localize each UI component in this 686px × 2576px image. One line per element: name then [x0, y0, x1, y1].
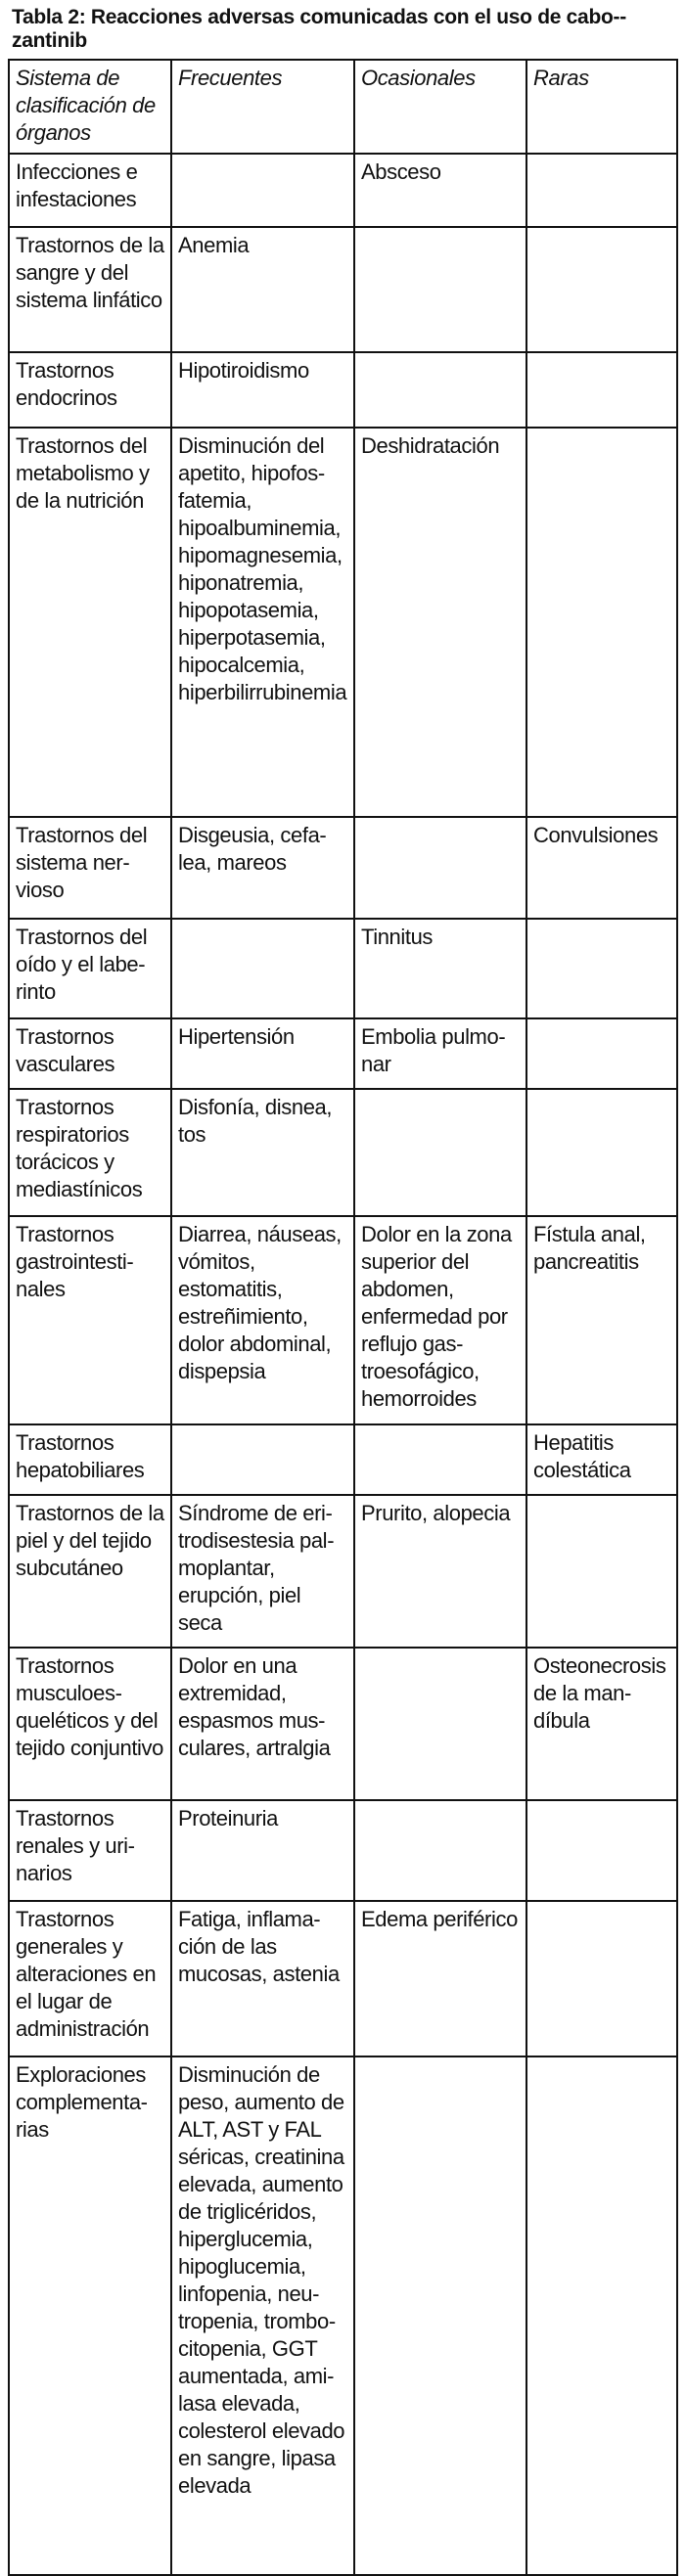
cell-frecuentes: Disfonía, disnea, tos — [171, 1089, 354, 1216]
header-organ-system: Sistema de clasificación de órganos — [9, 60, 171, 154]
table-row — [9, 1216, 677, 1424]
cell-organ: Trastornos del metabolismo y de la nutrición — [9, 428, 171, 817]
table-row — [9, 1800, 677, 1901]
cell-ocasionales — [354, 227, 526, 352]
table-row — [9, 154, 677, 227]
table-row — [9, 1648, 677, 1800]
cell-frecuentes: Dolor en una extremidad, espasmos musculares, artralgia — [171, 1648, 354, 1800]
cell-raras — [526, 919, 677, 1018]
cell-frecuentes: Hipotiroidismo — [171, 352, 354, 428]
cell-frecuentes: Proteinuria — [171, 1800, 354, 1901]
cell-ocasionales: Absceso — [354, 154, 526, 227]
table-row — [9, 1018, 677, 1089]
cell-frecuentes: Síndrome de eritrodisestesia palmoplantar, erupción, piel seca — [171, 1495, 354, 1648]
cell-ocasionales — [354, 1089, 526, 1216]
cell-raras — [526, 1495, 677, 1648]
table-row — [9, 1495, 677, 1648]
cell-ocasionales — [354, 1424, 526, 1495]
cell-frecuentes: Hipertensión — [171, 1018, 354, 1089]
table-row — [9, 227, 677, 352]
adverse-reactions-table — [8, 59, 678, 2576]
table-row — [9, 919, 677, 1018]
cell-raras — [526, 1800, 677, 1901]
cell-ocasionales: Prurito, alopecia — [354, 1495, 526, 1648]
cell-frecuentes — [171, 1424, 354, 1495]
cell-raras — [526, 2056, 677, 2575]
cell-raras: Convulsiones — [526, 817, 677, 919]
cell-frecuentes — [171, 154, 354, 227]
cell-frecuentes: Anemia — [171, 227, 354, 352]
cell-organ: Trastornos renales y urinarios — [9, 1800, 171, 1901]
cell-ocasionales — [354, 352, 526, 428]
cell-organ: Trastornos vasculares — [9, 1018, 171, 1089]
cell-raras — [526, 1018, 677, 1089]
cell-ocasionales: Embolia pulmonar — [354, 1018, 526, 1089]
header-frecuentes: Frecuentes — [171, 60, 354, 154]
cell-organ: Trastornos generales y alteraciones en el lugar de administración — [9, 1901, 171, 2056]
cell-organ: Exploraciones complementarias — [9, 2056, 171, 2575]
cell-organ: Trastornos gastrointestinales — [9, 1216, 171, 1424]
cell-organ: Trastornos endocrinos — [9, 352, 171, 428]
cell-organ: Trastornos respiratorios torácicos y mediastínicos — [9, 1089, 171, 1216]
cell-ocasionales — [354, 2056, 526, 2575]
cell-organ: Trastornos de la sangre y del sistema linfático — [9, 227, 171, 352]
table-row — [9, 1901, 677, 2056]
cell-ocasionales — [354, 1648, 526, 1800]
cell-frecuentes: Disgeusia, cefalea, mareos — [171, 817, 354, 919]
cell-raras — [526, 154, 677, 227]
cell-frecuentes: Fatiga, inflamación de las mucosas, astenia — [171, 1901, 354, 2056]
cell-raras — [526, 352, 677, 428]
cell-organ: Trastornos musculoesqueléticos y del tejido conjuntivo — [9, 1648, 171, 1800]
cell-raras — [526, 227, 677, 352]
cell-frecuentes: Diarrea, náuseas, vómitos, estomatitis, estreñimiento, dolor abdominal, dispepsia — [171, 1216, 354, 1424]
cell-organ: Infecciones e infestaciones — [9, 154, 171, 227]
cell-raras — [526, 1901, 677, 2056]
cell-ocasionales: Edema periférico — [354, 1901, 526, 2056]
cell-frecuentes — [171, 919, 354, 1018]
table-row — [9, 1424, 677, 1495]
table-row — [9, 1089, 677, 1216]
cell-raras: Osteonecrosis de la mandíbula — [526, 1648, 677, 1800]
table-row — [9, 352, 677, 428]
table-caption: Tabla 2: Reacciones adversas comunicadas con el uso de cabo-zantinib — [12, 6, 627, 52]
cell-ocasionales: Deshidratación — [354, 428, 526, 817]
header-row — [9, 60, 677, 154]
cell-ocasionales — [354, 1800, 526, 1901]
header-raras: Raras — [526, 60, 677, 154]
cell-raras: Hepatitis colestática — [526, 1424, 677, 1495]
header-ocasionales: Ocasionales — [354, 60, 526, 154]
table-row — [9, 428, 677, 817]
cell-frecuentes: Disminución del apetito, hipofosfatemia, hipoalbuminemia, hipomagnesemia, hiponatremia, hipopotasemia, hiperpotasemia, hipocalcemia, hiperbilirrubinemia — [171, 428, 354, 817]
cell-ocasionales: Tinnitus — [354, 919, 526, 1018]
cell-raras: Fístula anal, pancreatitis — [526, 1216, 677, 1424]
cell-frecuentes: Disminución de peso, aumento de ALT, AST y FAL séricas, creatinina elevada, aumento de triglicéridos, hiperglucemia, hipoglucemia, linfopenia, neutropenia, trombocitopenia, GGT aumentada, amilasa elevada, colesterol elevado en sangre, lipasa elevada — [171, 2056, 354, 2575]
cell-organ: Trastornos del oído y el laberinto — [9, 919, 171, 1018]
cell-ocasionales — [354, 817, 526, 919]
cell-raras — [526, 428, 677, 817]
cell-ocasionales: Dolor en la zona superior del abdomen, enfermedad por reflujo gastroesofágico, hemorroides — [354, 1216, 526, 1424]
cell-organ: Trastornos del sistema nervioso — [9, 817, 171, 919]
cell-organ: Trastornos de la piel y del tejido subcutáneo — [9, 1495, 171, 1648]
cell-organ: Trastornos hepatobiliares — [9, 1424, 171, 1495]
table-row — [9, 2056, 677, 2575]
table-row — [9, 817, 677, 919]
cell-raras — [526, 1089, 677, 1216]
